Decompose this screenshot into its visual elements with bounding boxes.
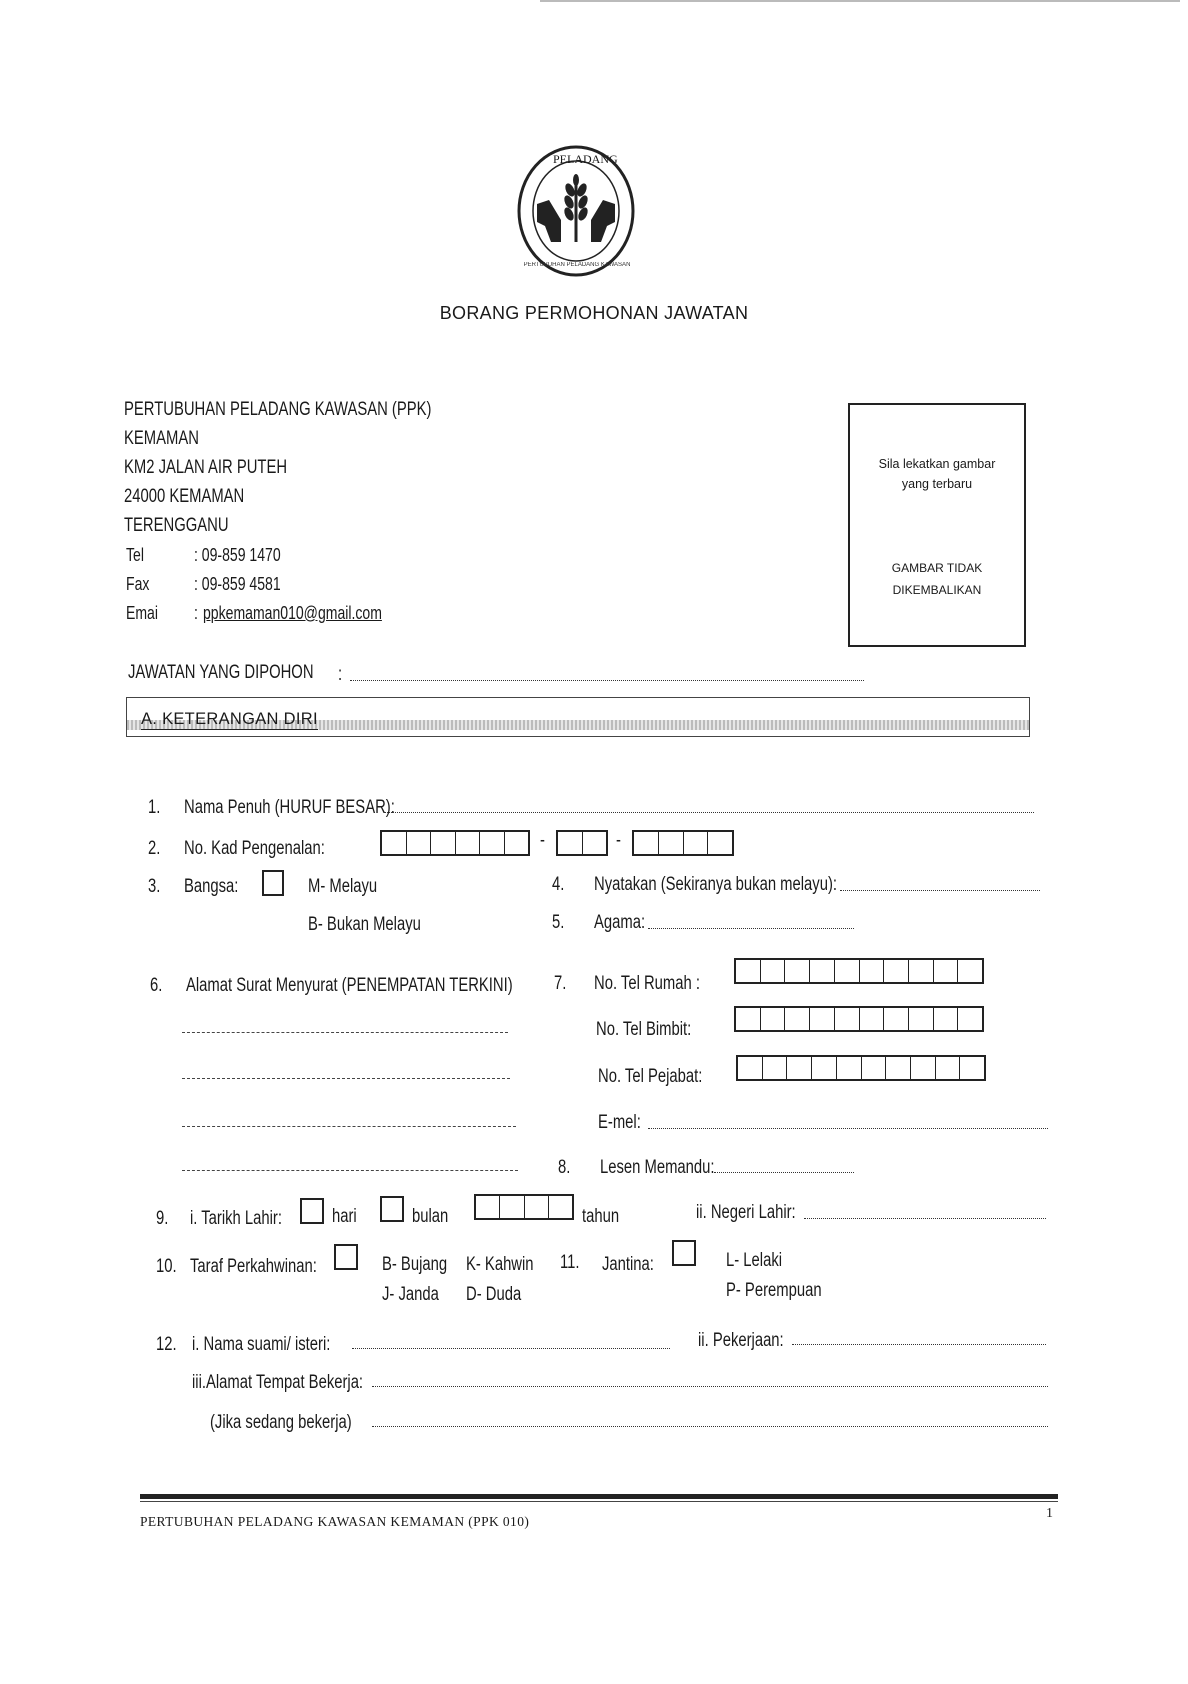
spouse-workplace-input-2[interactable] [372, 1426, 1048, 1427]
form-title: BORANG PERMOHONAN JAWATAN [439, 303, 749, 323]
photo-notice: DIKEMBALIKAN [892, 583, 982, 597]
position-input[interactable] [350, 680, 864, 681]
marital-option-widow: J- Janda [382, 1284, 439, 1305]
full-name-input[interactable] [384, 812, 1034, 813]
email-link[interactable]: ppkemaman010@gmail.com [203, 603, 382, 623]
race-specify-label: Nyatakan (Sekiranya bukan melayu): [594, 874, 838, 895]
address-line-input[interactable] [182, 1170, 518, 1171]
item-number: 12. [156, 1334, 177, 1355]
photo-instruction: Sila lekatkan gambar [878, 457, 996, 471]
ic-input-part3[interactable] [632, 830, 734, 856]
home-phone-input[interactable] [734, 958, 984, 984]
tel-label: Tel [126, 545, 144, 565]
spouse-occupation-label: ii. Pekerjaan: [698, 1330, 784, 1351]
spouse-name-input[interactable] [352, 1348, 670, 1349]
position-colon: : [338, 664, 343, 685]
item-number: 2. [148, 838, 161, 859]
full-name-label: Nama Penuh (HURUF BESAR): [184, 797, 395, 818]
item-number: 6. [150, 975, 163, 996]
race-option-malay: M- Melayu [308, 876, 378, 897]
section-a-title: A. KETERANGAN DIRI [141, 710, 318, 728]
org-address-line: TERENGGANU [124, 515, 229, 536]
peladang-logo [515, 142, 637, 280]
marital-status-label: Taraf Perkahwinan: [190, 1256, 317, 1277]
birth-month-input[interactable] [380, 1196, 404, 1222]
item-number: 7. [554, 973, 567, 994]
footer-rule [140, 1494, 1058, 1499]
ic-separator: - [540, 830, 545, 851]
email-field-label: E-mel: [598, 1112, 641, 1133]
gender-label: Jantina: [602, 1254, 654, 1275]
driving-license-input[interactable] [714, 1172, 854, 1173]
birth-state-label: ii. Negeri Lahir: [696, 1202, 796, 1223]
footer-org-name: PERTUBUHAN PELADANG KAWASAN KEMAMAN (PPK 010) [140, 1514, 530, 1529]
religion-input[interactable] [648, 928, 854, 929]
email-prefix: : [194, 603, 198, 623]
ic-input-part2[interactable] [556, 830, 608, 856]
spouse-name-label: i. Nama suami/ isteri: [192, 1334, 331, 1355]
marital-status-checkbox[interactable] [334, 1244, 358, 1270]
gender-option-male: L- Lelaki [726, 1250, 783, 1271]
footer-rule-thin [140, 1501, 1058, 1502]
spouse-workplace-input[interactable] [372, 1386, 1048, 1387]
religion-label: Agama: [594, 912, 646, 933]
address-line-input[interactable] [182, 1126, 516, 1127]
spouse-workplace-note: (Jika sedang bekerja) [210, 1412, 352, 1433]
birth-year-label: tahun [582, 1206, 620, 1227]
mobile-phone-label: No. Tel Bimbit: [596, 1019, 692, 1040]
logo-ring-text: PERTUBUHAN PELADANG KAWASAN [523, 262, 631, 268]
item-number: 9. [156, 1208, 169, 1229]
marital-option-widower: D- Duda [466, 1284, 522, 1305]
photo-instruction: yang terbaru [901, 477, 973, 491]
fax-label: Fax [126, 574, 150, 594]
item-number: 5. [552, 912, 565, 933]
birth-year-input[interactable] [474, 1194, 574, 1220]
address-line-input[interactable] [182, 1078, 510, 1079]
mobile-phone-input[interactable] [734, 1006, 984, 1032]
item-number: 11. [560, 1252, 580, 1273]
race-option-nonmalay: B- Bukan Melayu [308, 914, 421, 935]
item-number: 10. [156, 1256, 177, 1277]
driving-license-label: Lesen Memandu: [600, 1157, 715, 1178]
marital-option-married: K- Kahwin [466, 1254, 534, 1275]
office-phone-label: No. Tel Pejabat: [598, 1066, 703, 1087]
spouse-workplace-label: iii.Alamat Tempat Bekerja: [192, 1372, 364, 1393]
position-label: JAWATAN YANG DIPOHON [128, 662, 314, 683]
spouse-occupation-input[interactable] [792, 1344, 1046, 1345]
item-number: 1. [148, 797, 161, 818]
tel-value: : 09-859 1470 [194, 545, 281, 565]
photo-box [848, 403, 1026, 647]
photo-notice: GAMBAR TIDAK [891, 561, 983, 575]
fax-value: : 09-859 4581 [194, 574, 281, 594]
logo-text-top: PELADANG [553, 152, 618, 166]
org-address-line: PERTUBUHAN PELADANG KAWASAN (PPK) [124, 399, 432, 420]
scan-artifact-line [540, 0, 1180, 2]
section-a-header [126, 697, 1030, 737]
birth-day-input[interactable] [300, 1198, 324, 1224]
gender-checkbox[interactable] [672, 1240, 696, 1266]
item-number: 3. [148, 876, 161, 897]
ic-label: No. Kad Pengenalan: [184, 838, 325, 859]
org-address-line: 24000 KEMAMAN [124, 486, 245, 507]
race-label: Bangsa: [184, 876, 239, 897]
org-address-line: KEMAMAN [124, 428, 199, 449]
home-phone-label: No. Tel Rumah : [594, 973, 700, 994]
item-number: 8. [558, 1157, 571, 1178]
marital-option-single: B- Bujang [382, 1254, 448, 1275]
email-label: Emai [126, 603, 158, 623]
item-number: 4. [552, 874, 565, 895]
page-number: 1 [1046, 1506, 1053, 1521]
org-address-line: KM2 JALAN AIR PUTEH [124, 457, 288, 478]
ic-separator: - [616, 830, 621, 851]
race-specify-input[interactable] [840, 890, 1040, 891]
gender-option-female: P- Perempuan [726, 1280, 822, 1301]
race-checkbox[interactable] [262, 870, 284, 896]
birth-state-input[interactable] [804, 1218, 1046, 1219]
email-field-input[interactable] [648, 1128, 1048, 1129]
address-label: Alamat Surat Menyurat (PENEMPATAN TERKINI) [186, 975, 513, 996]
birth-day-label: hari [332, 1206, 357, 1227]
birth-month-label: bulan [412, 1206, 449, 1227]
ic-input-part1[interactable] [380, 830, 530, 856]
birth-date-label: i. Tarikh Lahir: [190, 1208, 282, 1229]
address-line-input[interactable] [182, 1032, 508, 1033]
office-phone-input[interactable] [736, 1055, 986, 1081]
